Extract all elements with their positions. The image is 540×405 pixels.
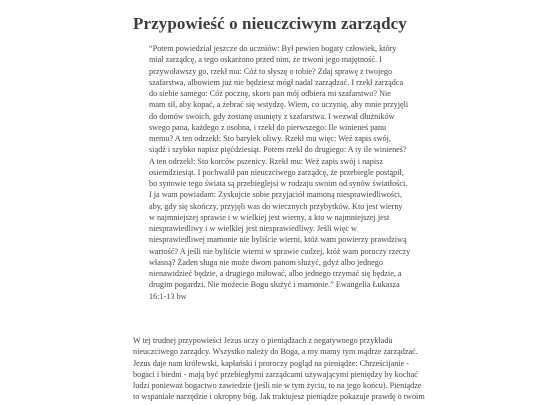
paragraph-line: to wspaniałe narzędzie i okropny bóg. Jak traktujesz pieniądze pokazuje prawdę o twoim [133,392,425,402]
quote-line: memu? A ten odrzekł: Sto baryłek oliwy. Rzekł mu więc: Weź zapis swój, [149,134,391,143]
quote-line: bo synowie tego świata są przebieglejsi w rodzaju swoim od synów światłości. [149,179,408,188]
quote-line: siądź i szybko napisz pięćdziesiąt. Potem rzekł do drugiego: A ty ile winieneś? [149,145,407,155]
paragraph-line: Jezus daje nam królewski, kapłański i proroczy pogląd na pieniądze: Chrześcijanie - [133,358,410,368]
quote-line: szafarstwa, albowiem już nie będziesz mógł nadal zarządzać. I rzekł zarządca [149,77,404,87]
body-paragraph [133,335,425,403]
quote-line: przywoławszy go, rzekł mu: Cóż to słyszę o tobie? Zdaj sprawę z twojego [149,66,393,76]
quote-line: własną? Żaden sługa nie może dwom panom służyć, gdyż albo jednego [149,257,383,267]
quote-line: miał zarządcę, a tego oskarżono przed nim, że trwoni jego majętność. I [149,55,382,65]
quote-line: I ja wam powiadam: Zyskujcie sobie przyjaciół mamoną niesprawiedliwości, [149,190,403,200]
quote-line: A ten odrzekł: Sto korców pszenicy. Rzekł mu: Weź zapis swój i napisz [149,156,383,166]
quote-line: w najmniejszej sprawie i w wielkiej jest wierny, a kto w najmniejszej jest [149,212,390,222]
article-title: Przypowieść o nieuczciwym zarządcy [133,14,407,33]
quote-line: aby, gdy się skończy, przyjęli was do wiecznych przybytków. Kto jest wierny [149,201,403,211]
quote-line: osiemdziesiąt. I pochwalił pan nieuczciwego zarządcę, że przebiegle postąpił, [149,167,404,177]
quote-line: niesprawiedliwej mamonie nie byliście wierni, któż wam powierzy prawdziwą [149,235,407,245]
scripture-quote [149,43,411,302]
quote-line: swego pana, każdego z osobna, i rzekł do pierwszego: Ile winieneś panu [149,122,387,132]
quote-line: wartość? A jeśli nie byliście wierni w sprawie cudzej, któż wam poruczy rzeczy [149,246,411,256]
paragraph-line: nieuczciwego zarządcy. Wszystko należy do Boga, a my mamy tym mądrze zarządzać. [133,347,418,357]
quote-line: 16:1-13 bw [149,291,187,301]
paragraph-line: W tej trudnej przypowieści Jezus uczy o pieniądzach z negatywnego przykładu [133,336,393,345]
quote-line: do siebie samego: Cóż pocznę, skoro pan mój odbiera mi szafarstwo? Nie [149,89,391,98]
quote-line: nienawidzieć będzie, a drugiego miłować, albo jednego trzymać się będzie, a [149,269,402,278]
quote-line: mam sił, aby kopać, a żebrać się wstydzę. Wiem, co uczynię, aby mnie przyjęli [149,100,409,110]
quote-line: do domów swoich, gdy zostanę usunięty z szafarstwa. I wezwał dłużników [149,111,395,121]
paragraph-line: ludzi ponieważ bogactwo zawiedzie (jeśli nie w tym życiu, to na jego końcu). Pieniądze [133,381,422,390]
quote-line: drugim pogardzi. Nie możecie Bogu służyć i mamonie.” Ewangelia Łukasza [149,280,400,290]
paragraph-line: bogaci i biedni - mają być przebiegłymi zarządcami używającymi pieniędzy by kochać [133,369,418,379]
quote-line: niesprawiedliwy i w wielkiej jest niesprawiedliwy. Jeśli więc w [149,224,357,233]
quote-line: “Potem powiedział jeszcze do uczniów: Był pewien bogaty człowiek, który [149,44,397,53]
